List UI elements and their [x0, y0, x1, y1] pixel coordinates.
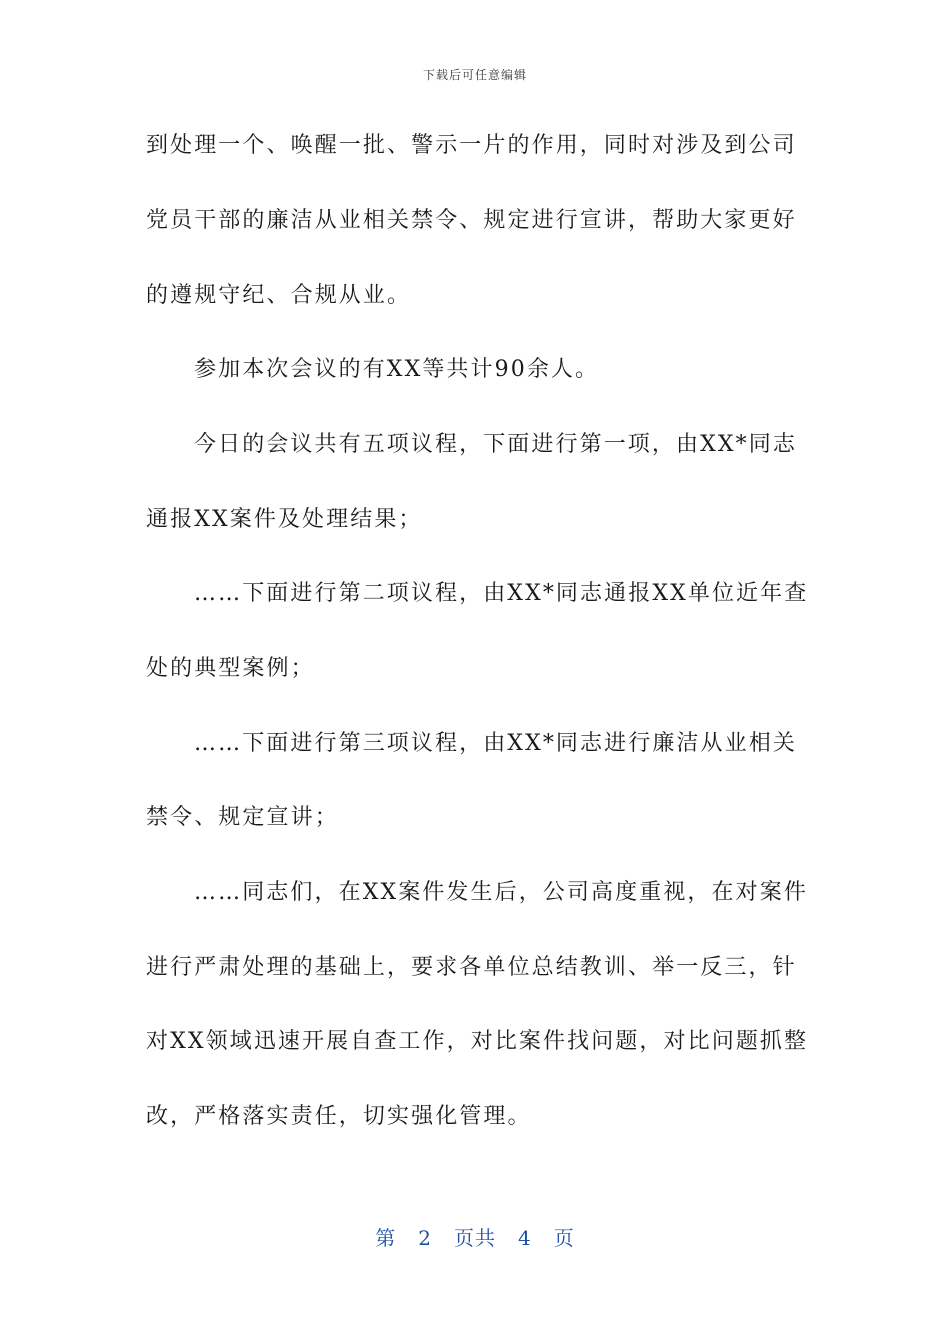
body-line: 处的典型案例； [146, 656, 315, 681]
body-line: 参加本次会议的有XX等共计90余人。 [194, 357, 600, 382]
body-line: 今日的会议共有五项议程，下面进行第一项，由XX*同志 [194, 432, 797, 457]
current-page-number: 2 [418, 1226, 432, 1250]
total-pages-number: 4 [518, 1226, 532, 1250]
body-line: 改，严格落实责任，切实强化管理。 [146, 1104, 532, 1129]
body-line: 到处理一个、唤醒一批、警示一片的作用，同时对涉及到公司 [146, 133, 797, 158]
body-line: 党员干部的廉洁从业相关禁令、规定进行宣讲，帮助大家更好 [146, 208, 797, 233]
footer-middle: 页共 [454, 1226, 496, 1250]
body-line: 对XX领域迅速开展自查工作，对比案件找问题，对比问题抓整 [146, 1029, 809, 1054]
body-line: 禁令、规定宣讲； [146, 805, 339, 830]
footer-suffix: 页 [553, 1226, 575, 1250]
body-line: ……下面进行第二项议程，由XX*同志通报XX单位近年查 [194, 581, 809, 606]
body-line: 进行严肃处理的基础上，要求各单位总结教训、举一反三，针 [146, 955, 797, 980]
body-line: 的遵规守纪、合规从业。 [146, 283, 412, 308]
body-line: ……下面进行第三项议程，由XX*同志进行廉洁从业相关 [194, 731, 797, 756]
body-line: ……同志们，在XX案件发生后，公司高度重视，在对案件 [194, 880, 808, 905]
footer-prefix: 第 [375, 1226, 397, 1250]
page-header-note: 下载后可任意编辑 [422, 68, 527, 82]
page-number-footer [0, 1225, 950, 1251]
body-line: 通报XX案件及处理结果； [146, 507, 423, 532]
